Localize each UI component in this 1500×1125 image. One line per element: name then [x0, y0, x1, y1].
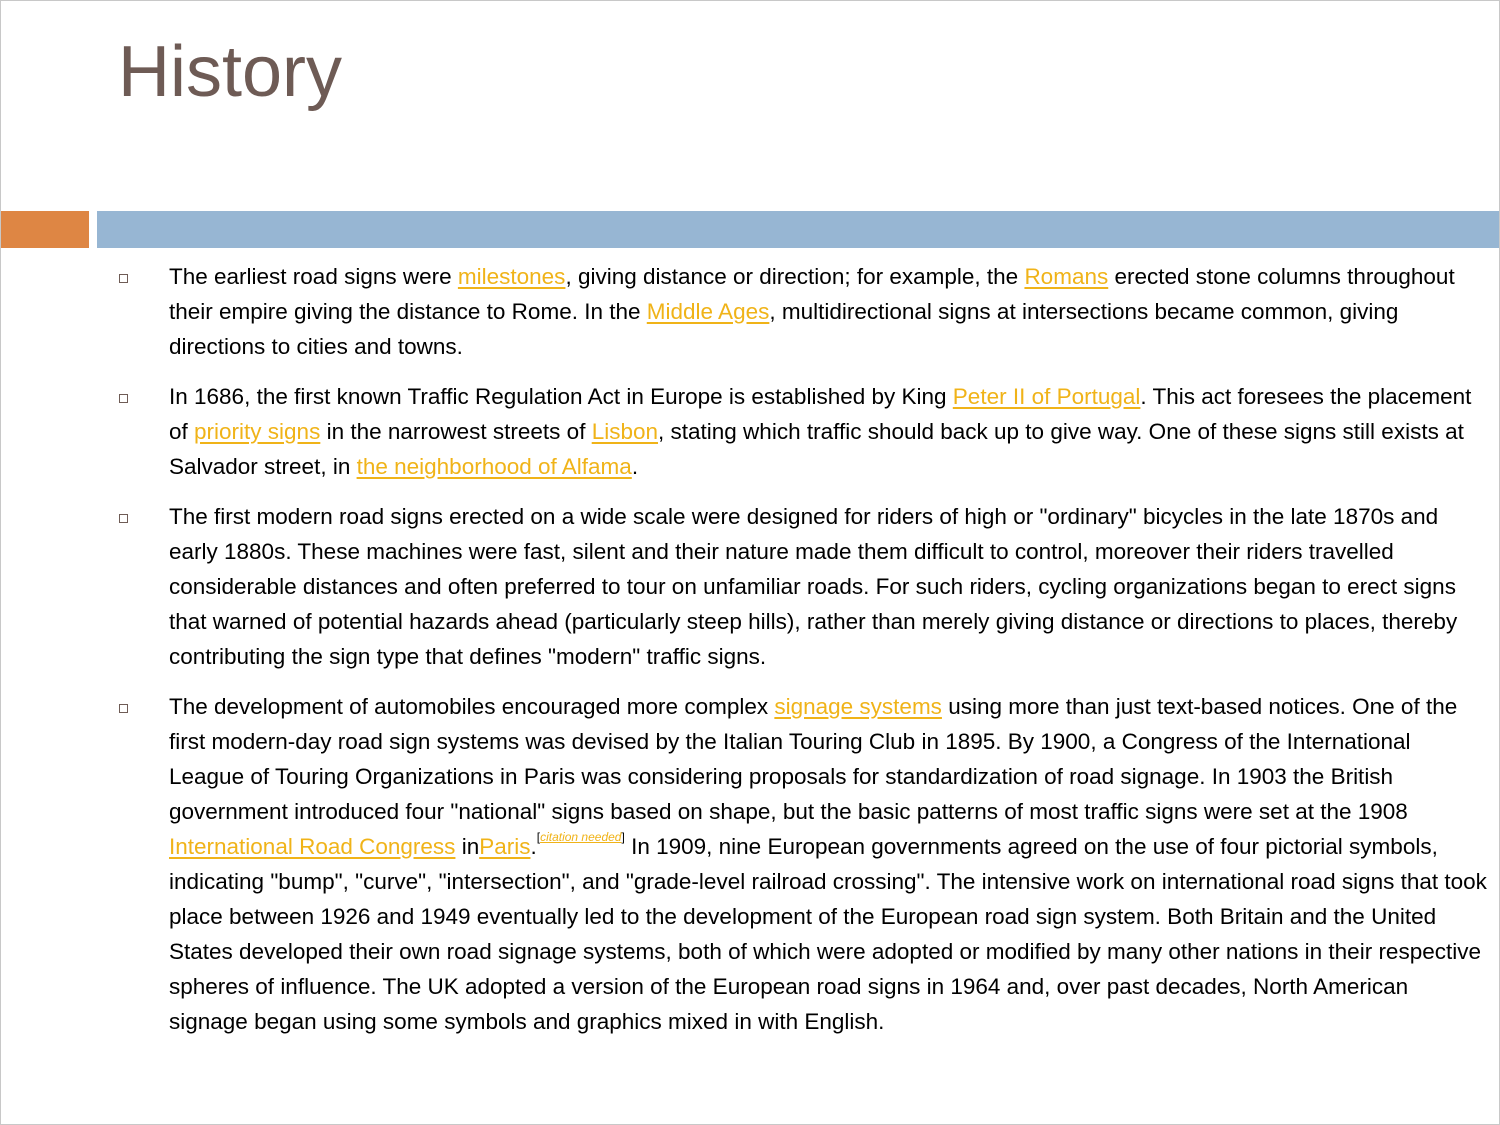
- bullet-text: erected stone columns throughout their empire giving the distance to Rome. In the: [169, 264, 1455, 324]
- square-bullet-icon: [119, 394, 128, 403]
- accent-bar-orange: [1, 211, 89, 248]
- square-bullet-icon: [119, 704, 128, 713]
- bullet-text: In 1909, nine European governments agreed on the use of four pictorial symbols, indicating "bump", "curve", "intersection", and "grade-level railroad crossing". The intensive work on international road signs that took place between 1926 and 1949 eventually led to the development of the European road sign system. Both Britain and the United States developed their own road signage systems, both of which were adopted or modified by many other nations in their respective spheres of influence. The UK adopted a version of the European road signs in 1964 and, over past decades, North American signage began using some symbols and graphics mixed in with English.: [169, 834, 1487, 1034]
- square-bullet-icon: [119, 514, 128, 523]
- link-peter-ii-of-portugal[interactable]: Peter II of Portugal: [952, 384, 1141, 409]
- link-alfama[interactable]: the neighborhood of Alfama: [356, 454, 632, 479]
- bullet-text: in the narrowest streets of: [320, 419, 592, 444]
- citation-needed-note: [537, 830, 625, 844]
- bullet-text: . This act foresees the placement of: [169, 384, 1472, 444]
- link-paris[interactable]: Paris: [479, 834, 531, 859]
- bullet-text: .: [631, 454, 639, 479]
- link-signage-systems[interactable]: signage systems: [774, 694, 942, 719]
- bullet-text: In 1686, the first known Traffic Regulation Act in Europe is established by King: [169, 384, 953, 409]
- link-middle-ages[interactable]: Middle Ages: [646, 299, 770, 324]
- link-international-road-congress[interactable]: International Road Congress: [169, 834, 456, 859]
- square-bullet-icon: [119, 274, 128, 283]
- bullet-text: , giving distance or direction; for example, the: [565, 264, 1025, 289]
- link-milestones[interactable]: milestones: [457, 264, 566, 289]
- bullet-text: , multidirectional signs at intersections became common, giving directions to cities and towns.: [169, 299, 1399, 359]
- bullet-list: [117, 259, 1489, 1054]
- link-romans[interactable]: Romans: [1024, 264, 1109, 289]
- bullet-text: , stating which traffic should back up to give way. One of these signs still exists at Salvador street, in: [169, 419, 1464, 479]
- bullet-text: .: [530, 834, 537, 859]
- bullet-text: in: [455, 834, 480, 859]
- accent-bar-blue: [97, 211, 1500, 248]
- bullet-text: The first modern road signs erected on a wide scale were designed for riders of high or "ordinary" bicycles in the late 1870s and early 1880s. These machines were fast, silent and their nature made them difficult to control, moreover their riders travelled considerable distances and often preferred to tour on unfamiliar roads. For such riders, cycling organizations began to erect signs that warned of potential hazards ahead (particularly steep hills), rather than merely giving distance or directions to places, thereby contributing the sign type that defines "modern" traffic signs.: [169, 504, 1458, 669]
- citation-bracket-close: ]: [621, 830, 625, 844]
- link-lisbon[interactable]: Lisbon: [591, 419, 659, 444]
- bullet-item-1686-act: [117, 379, 1489, 484]
- bullet-text: The earliest road signs were: [169, 264, 458, 289]
- link-citation-needed[interactable]: citation needed: [540, 830, 622, 844]
- bullet-text: using more than just text-based notices. One of the first modern-day road sign systems was devised by the Italian Touring Club in 1895. By 1900, a Congress of the International League of Touring Organizations in Paris was considering proposals for standardization of road signage. In 1903 the British government introduced four "national" signs based on shape, but the basic patterns of most traffic signs were set at the 1908: [169, 694, 1458, 824]
- bullet-item-earliest-signs: [117, 259, 1489, 364]
- bullet-item-bicycle-signs: [117, 499, 1489, 674]
- citation-bracket-open: [: [536, 830, 541, 844]
- bullet-text: The development of automobiles encouraged more complex: [169, 694, 775, 719]
- bullet-item-automobile-signage: [117, 689, 1489, 1039]
- link-priority-signs[interactable]: priority signs: [194, 419, 321, 444]
- slide-title: History: [118, 32, 343, 112]
